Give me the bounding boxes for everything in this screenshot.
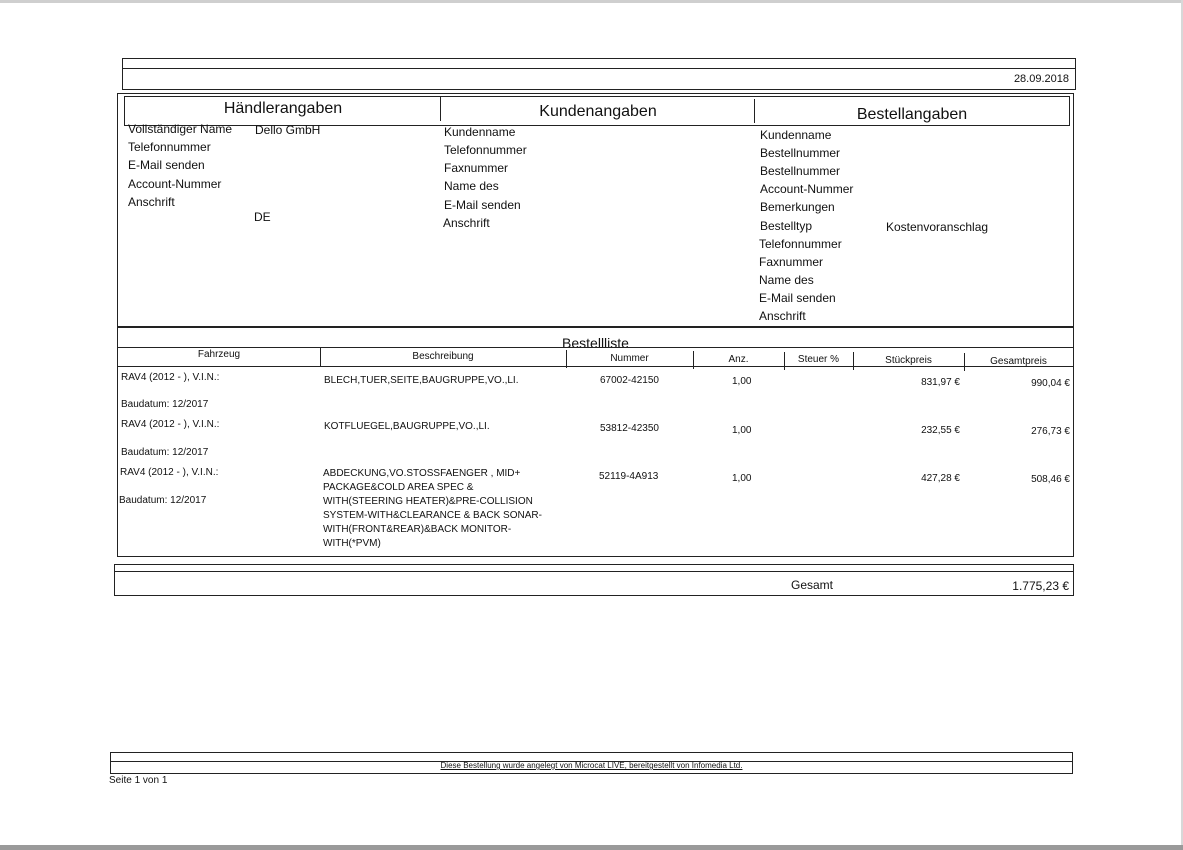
customer-label-name: Kundenname <box>444 125 516 139</box>
row-vehicle: RAV4 (2012 - ), V.I.N.: <box>121 372 220 383</box>
total-value: 1.775,23 € <box>1012 579 1069 593</box>
row-unit-price: 232,55 € <box>921 425 960 436</box>
dealer-name-value: Dello GmbH <box>255 123 321 137</box>
row-description: KOTFLUEGEL,BAUGRUPPE,VO.,LI. <box>324 421 490 432</box>
col-header-unit-price: Stückpreis <box>885 355 932 366</box>
page-number: Seite 1 von 1 <box>109 775 168 786</box>
row-number: 67002-42150 <box>600 375 659 386</box>
col-header-number: Nummer <box>610 353 649 364</box>
customer-label-address: Anschrift <box>443 216 490 230</box>
footer-bar <box>110 752 1073 774</box>
row-unit-price: 831,97 € <box>921 377 960 388</box>
scan-edge-bottom <box>0 845 1183 850</box>
order-label-order-number-2: Bestellnummer <box>760 164 841 178</box>
row-number: 52119-4A913 <box>599 471 659 482</box>
footer-note: Diese Bestellung wurde angelegt von Microcat LIVE, bereitgestellt von Infomedia Ltd. <box>440 761 743 770</box>
customer-label-phone: Telefonnummer <box>444 143 527 157</box>
row-unit-price: 427,28 € <box>921 473 960 484</box>
row-total-price: 276,73 € <box>1031 426 1070 437</box>
customer-label-fax: Faxnummer <box>444 161 509 175</box>
row-qty: 1,00 <box>732 376 752 387</box>
customer-label-name-of: Name des <box>444 179 499 193</box>
order-label-order-number: Bestellnummer <box>760 146 841 160</box>
dealer-label-address: Anschrift <box>128 195 175 209</box>
order-header: Bestellangaben <box>856 106 968 123</box>
row-total-price: 990,04 € <box>1031 378 1070 389</box>
dealer-header: Händlerangaben <box>223 100 343 117</box>
col-header-description: Beschreibung <box>412 351 474 362</box>
row-qty: 1,00 <box>732 473 752 484</box>
order-label-phone: Telefonnummer <box>759 237 842 251</box>
row-description: BLECH,TUER,SEITE,BAUGRUPPE,VO.,LI. <box>324 375 519 386</box>
order-label-fax: Faxnummer <box>759 255 824 269</box>
col-header-tax: Steuer % <box>797 354 840 365</box>
dealer-country-value: DE <box>254 210 271 224</box>
order-type-value: Kostenvoranschlag <box>886 220 989 234</box>
document-date: 28.09.2018 <box>1013 73 1069 85</box>
order-label-type: Bestelltyp <box>760 219 813 233</box>
total-bar <box>114 564 1074 596</box>
row-vehicle: RAV4 (2012 - ), V.I.N.: <box>120 467 219 478</box>
info-section <box>117 93 1074 327</box>
order-label-address: Anschrift <box>759 309 806 323</box>
col-header-qty: Anz. <box>728 354 749 365</box>
row-number: 53812-42350 <box>600 423 659 434</box>
dealer-label-full-name: Vollständiger Name <box>128 122 233 136</box>
col-header-vehicle: Fahrzeug <box>197 349 241 360</box>
col-header-total-price: Gesamtpreis <box>990 356 1047 367</box>
dealer-label-phone: Telefonnummer <box>128 140 211 154</box>
order-list-title: Bestellliste <box>562 335 629 351</box>
order-label-email: E-Mail senden <box>759 291 836 305</box>
row-description: ABDECKUNG,VO.STOSSFAENGER , MID+ PACKAGE&COLD AREA SPEC & WITH(STEERING HEATER)&PRE-COLLISION SYSTEM-WITH&CLEARANCE & BACK SONAR- WITH(FRONT&REAR)&BACK MONITOR- WITH(*PVM) <box>323 468 542 549</box>
row-build-date: Baudatum: 12/2017 <box>121 447 209 458</box>
date-bar <box>122 58 1076 90</box>
scan-edge-top <box>0 0 1183 3</box>
row-total-price: 508,46 € <box>1031 474 1070 485</box>
order-label-customer-name: Kundenname <box>760 128 832 142</box>
dealer-label-email: E-Mail senden <box>128 158 205 172</box>
row-build-date: Baudatum: 12/2017 <box>121 399 209 410</box>
customer-label-email: E-Mail senden <box>444 198 521 212</box>
total-label: Gesamt <box>791 578 834 592</box>
order-label-account: Account-Nummer <box>760 182 854 196</box>
order-label-remarks: Bemerkungen <box>760 200 835 214</box>
dealer-label-account: Account-Nummer <box>128 177 222 191</box>
customer-header: Kundenangaben <box>539 103 657 120</box>
row-vehicle: RAV4 (2012 - ), V.I.N.: <box>121 419 220 430</box>
order-label-name-of: Name des <box>759 273 814 287</box>
order-list-section <box>117 327 1074 557</box>
row-build-date: Baudatum: 12/2017 <box>119 495 207 506</box>
row-qty: 1,00 <box>732 425 752 436</box>
